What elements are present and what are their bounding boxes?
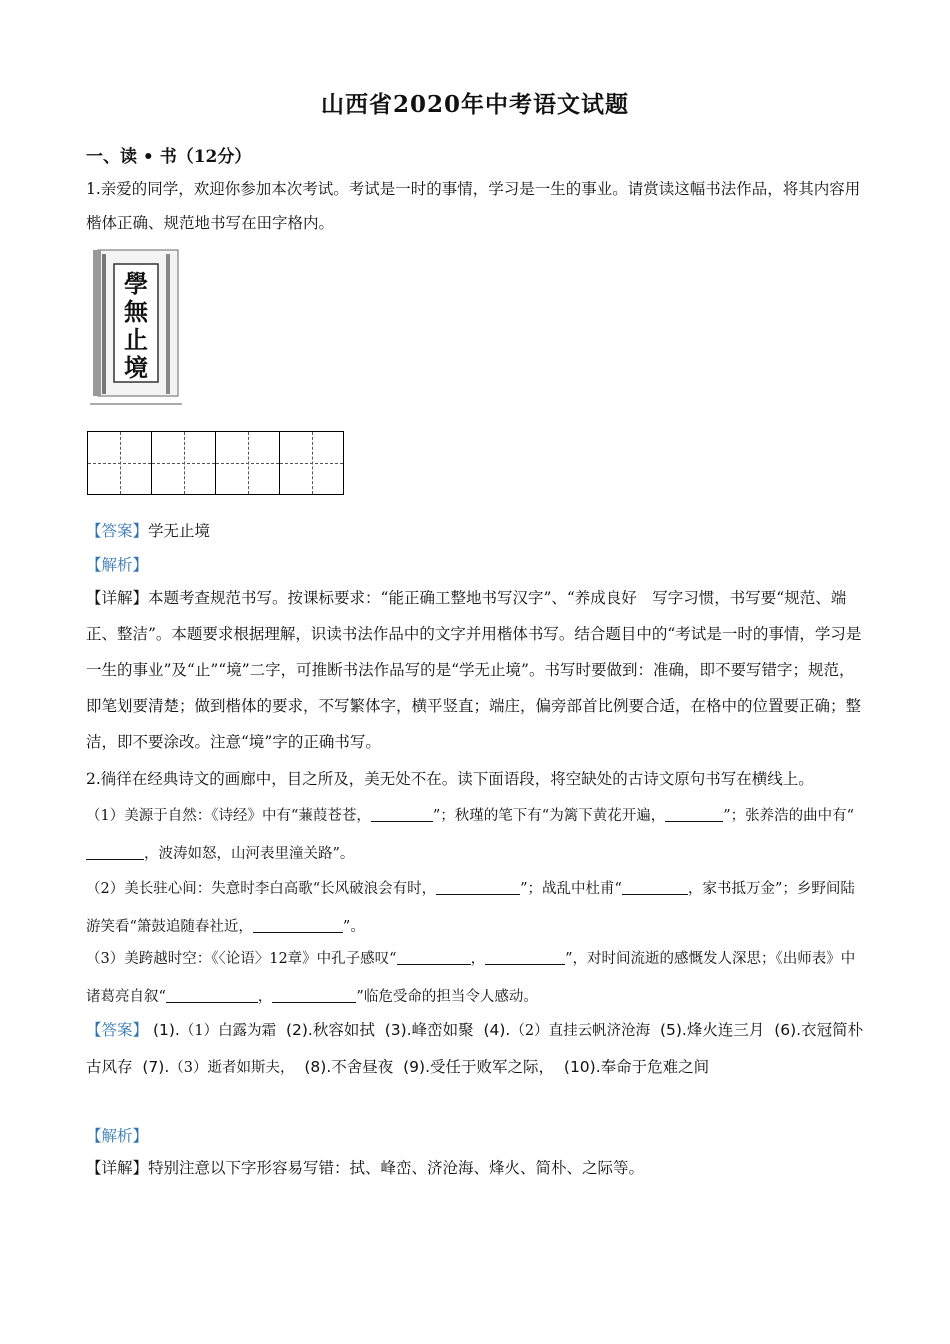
fill-blank[interactable] — [397, 946, 471, 965]
q1-detail-text: 本题考查规范书写。按课标要求：“能正确工整地书写汉字”、“养成良好 写字习惯，书写要“规范、端正、整洁”。本题要求根据理解，识读书法作品中的文字并用楷体书写。结合题目中的“考试是一时的事情，学习是一生的事业”及“止”“境”二字，可推断书法作品写的是“学无止境”。书写时要做到：准确，即不要写错字；规范，即笔划要清楚；做到楷体的要求，不写繁体字，横平竖直；端庄，偏旁部首比例要合适，在格中的位置要正确；整洁，即不要涂改。注意“境”字的正确书写。 — [86, 589, 862, 751]
q1-analysis-line — [86, 548, 866, 582]
fill-blank[interactable] — [436, 876, 520, 895]
analysis-tag: 【解析】 — [86, 1127, 149, 1145]
tianzi-grid — [87, 431, 344, 495]
fill-blank[interactable] — [253, 914, 343, 933]
q2-part-1: （1）美源于自然：《诗经》中有“蒹葭苍苍， ”；秋瑾的笔下有“为篱下黄花开遍， ”；张养浩的曲中有“，波涛如怒，山河表里潼关路”。 — [86, 797, 866, 873]
fill-blank[interactable] — [485, 946, 565, 965]
q1-prompt: 1.亲爱的同学，欢迎你参加本次考试。考试是一时的事情，学习是一生的事业。请赏读这幅书法作品，将其内容用楷体正确、规范地书写在田字格内。 — [86, 180, 861, 232]
tianzi-cell[interactable] — [215, 431, 280, 495]
analysis-tag: 【解析】 — [86, 556, 149, 574]
page-title: 山西省2020年中考语文试题 — [320, 91, 629, 118]
q1-answer: 学无止境 — [148, 522, 211, 540]
fill-blank[interactable] — [622, 876, 688, 895]
detail-tag: 【详解】 — [86, 1159, 149, 1177]
fill-blank[interactable] — [665, 803, 723, 822]
q1-answer-line — [86, 514, 866, 548]
detail-tag: 【详解】 — [86, 589, 149, 607]
section-heading: 一、读 • 书（12分） — [86, 147, 252, 167]
fill-blank[interactable] — [86, 841, 144, 860]
answer-tag: 【答案】 — [86, 1021, 149, 1039]
calligraphy-char-3: 止 — [124, 325, 148, 354]
fill-blank[interactable] — [166, 984, 258, 1003]
answer-tag: 【答案】 — [86, 522, 149, 540]
q1-detail — [86, 580, 866, 760]
calligraphy-char-1: 學 — [124, 269, 148, 298]
tianzi-cell[interactable] — [87, 431, 152, 495]
tianzi-cell[interactable] — [279, 431, 344, 495]
tianzi-cell[interactable] — [151, 431, 216, 495]
q2-prompt: 2.徜徉在经典诗文的画廊中，目之所及，美无处不在。读下面语段，将空缺处的古诗文原句书写在横线上。 — [86, 770, 814, 788]
calligraphy-image — [90, 248, 182, 410]
q2-part-3: （3）美跨越时空：《〈论语〉12章》中孔子感叹“ ， ”，对时间流逝的感慨发人深思；《出师表》中诸葛亮自叙“ ， ”临危受命的担当令人感动。 — [86, 940, 866, 1016]
q2-part-2: （2）美长驻心间：失意时李白高歌“长风破浪会有时， ”；战乱中杜甫“ ，家书抵万金”；乡野间陆游笑看“箫鼓追随春社近， ”。 — [86, 870, 866, 946]
fill-blank[interactable] — [371, 803, 433, 822]
calligraphy-char-2: 無 — [124, 297, 148, 326]
q2-answer-block: 【答案】 (1).（1）白露为霜 (2).秋容如拭 (3).峰峦如聚 (4).（2）直挂云帆济沧海 (5).烽火连三月 (6).衣冠简朴古风存 (7).（3）逝者如斯夫， (8).不舍昼夜 (9).受任于败军之际， (10).奉命于危难之间 — [86, 1021, 864, 1076]
fill-blank[interactable] — [272, 984, 356, 1003]
calligraphy-char-4: 境 — [124, 353, 148, 382]
q2-analysis-line — [86, 1119, 866, 1153]
q2-detail-text: 特别注意以下字形容易写错：拭、峰峦、济沧海、烽火、简朴、之际等。 — [148, 1159, 645, 1177]
q2-detail — [86, 1151, 866, 1185]
